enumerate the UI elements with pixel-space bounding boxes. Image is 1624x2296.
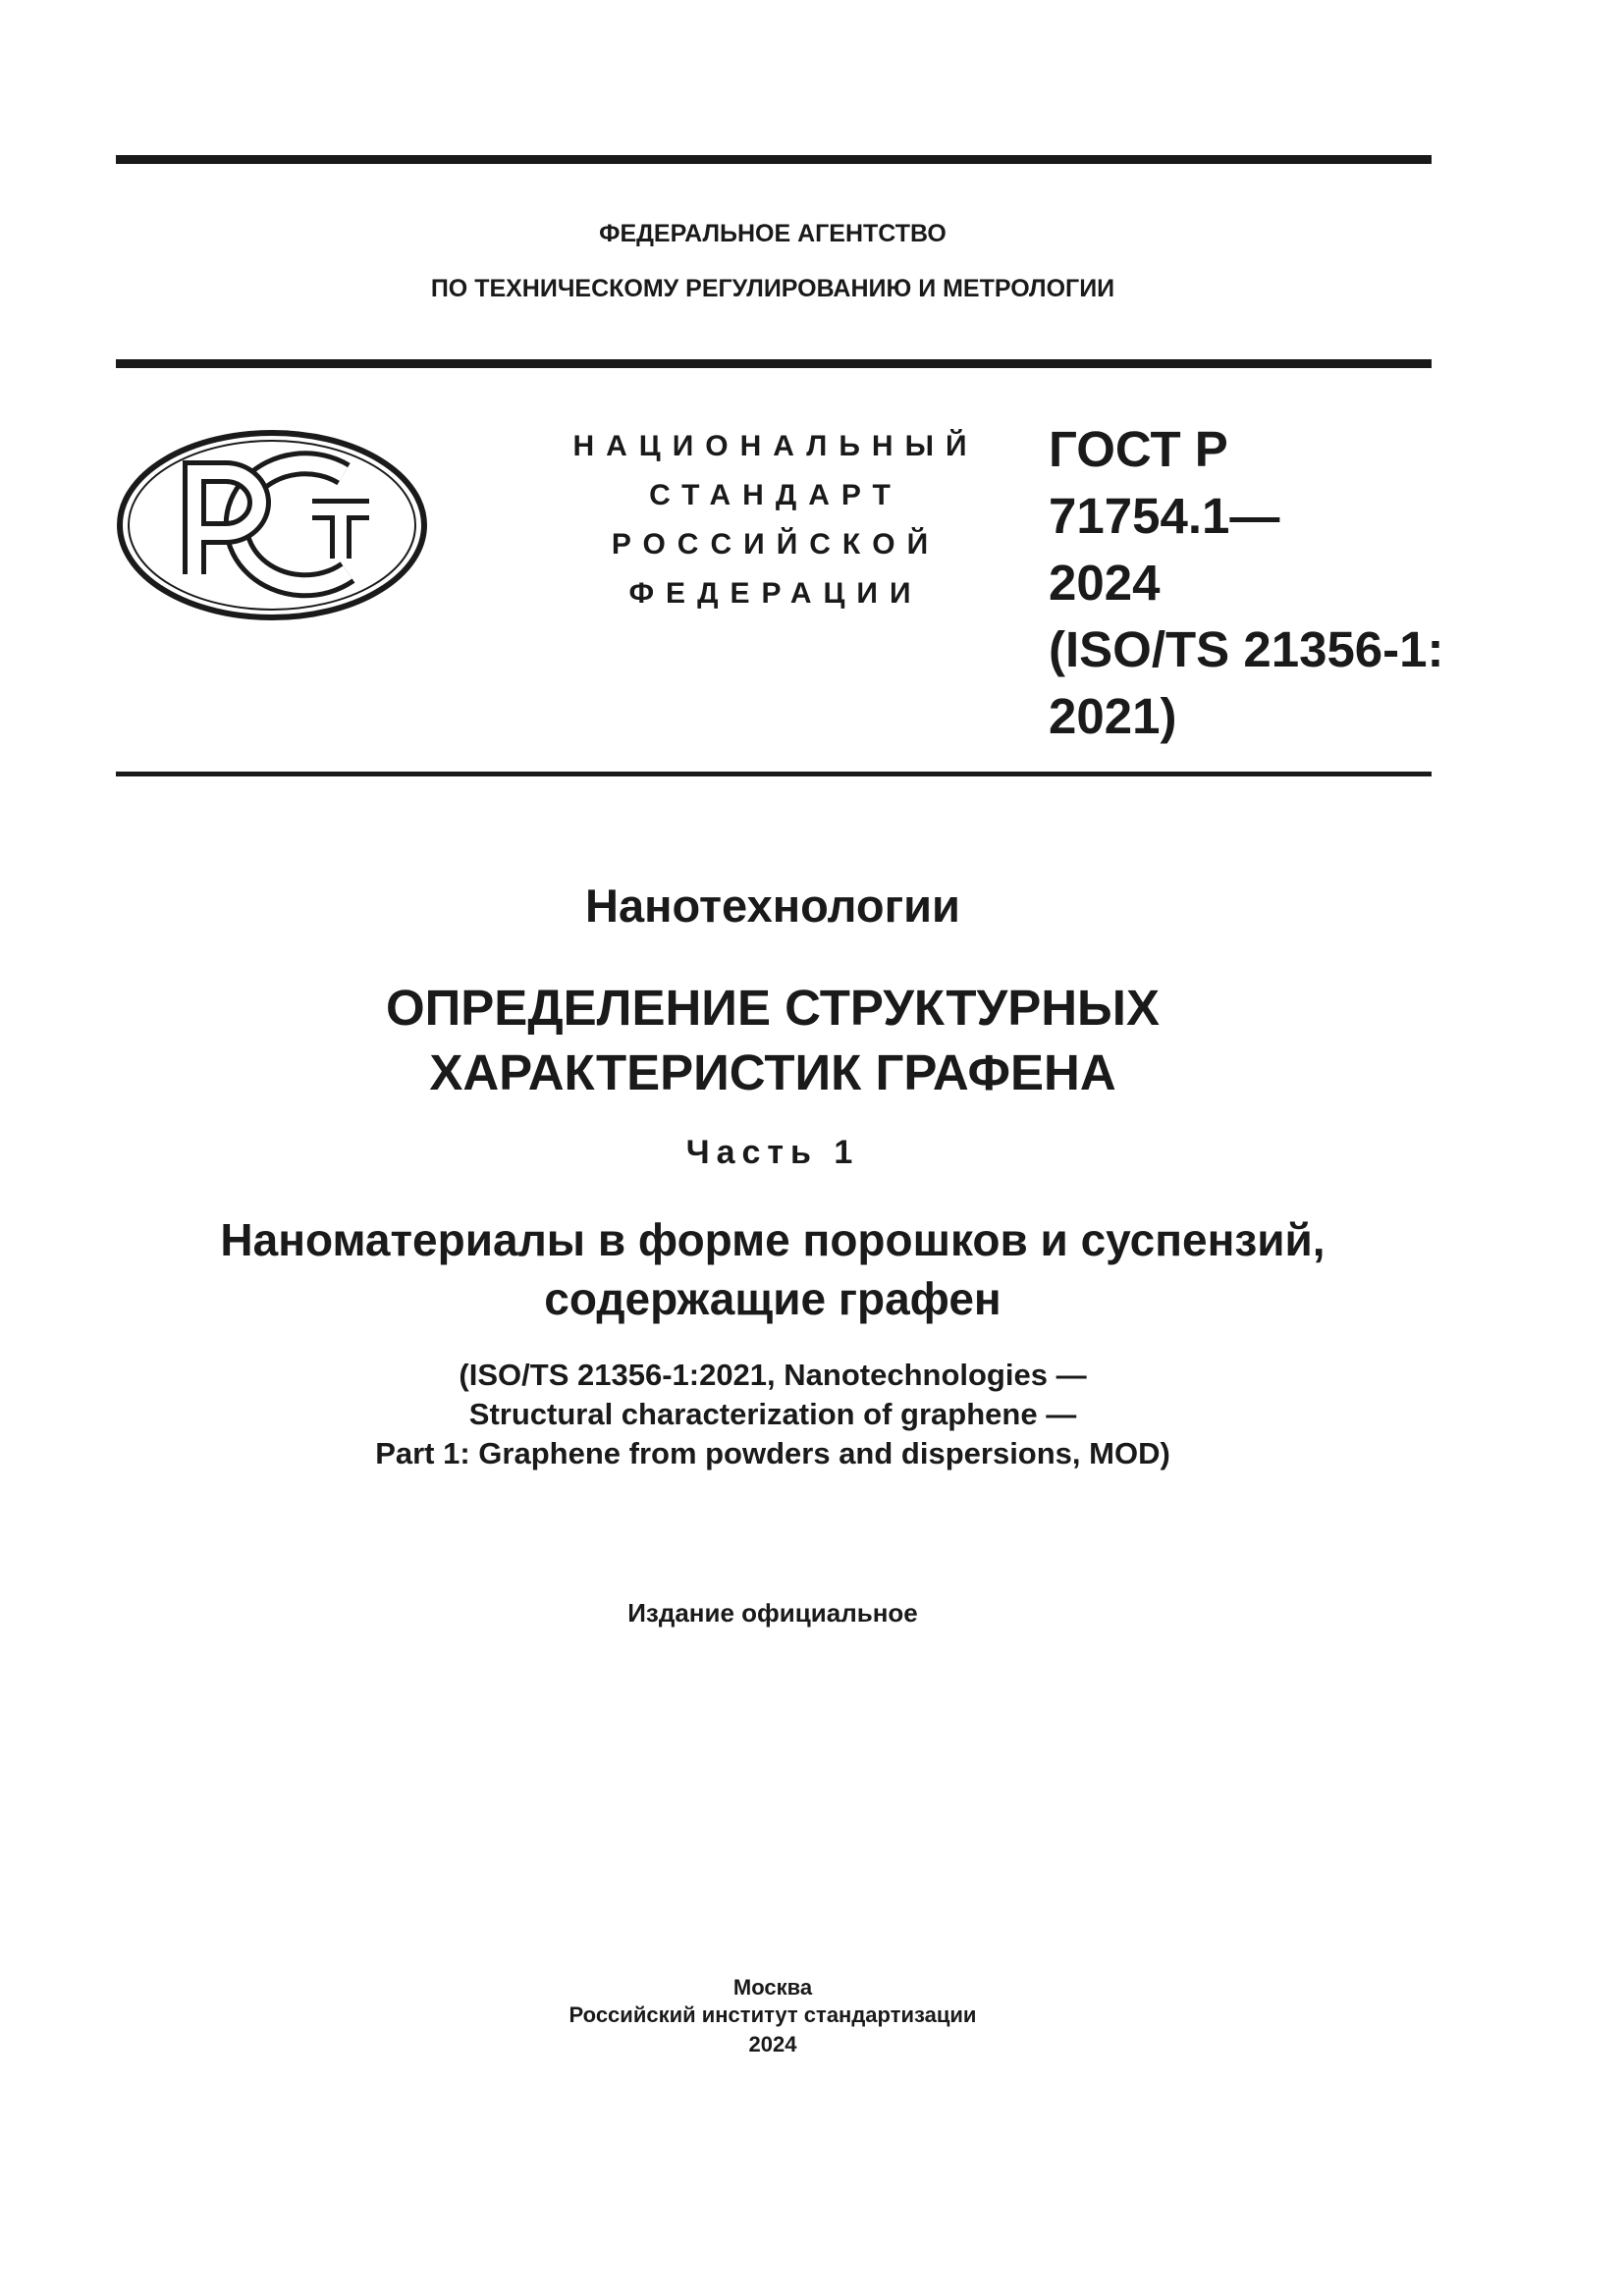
top-rule (116, 155, 1432, 164)
official-edition-label: Издание официальное (627, 1598, 918, 1628)
national-standard-line: СТАНДАРТ (649, 479, 902, 511)
agency-line-1: ФЕДЕРАЛЬНОЕ АГЕНТСТВО (599, 220, 947, 247)
iso-reference-line-1: (ISO/TS 21356-1:2021, Nanotechnologies — (459, 1358, 1087, 1392)
national-standard-line: НАЦИОНАЛЬНЫЙ (572, 430, 979, 462)
imprint-publisher: Российский институт стандартизации (568, 2002, 977, 2027)
main-title-line-2: ХАРАКТЕРИСТИК ГРАФЕНА (429, 1044, 1116, 1100)
imprint-year: 2024 (748, 2032, 797, 2056)
subtitle-line-2: содержащие графен (544, 1273, 1001, 1324)
rst-certification-mark-icon (116, 429, 428, 621)
agency-bottom-rule (116, 359, 1432, 368)
designation-line: 2021) (1049, 688, 1177, 744)
iso-reference-line-3: Part 1: Graphene from powders and dispersions, MOD) (375, 1436, 1170, 1470)
agency-line-2: ПО ТЕХНИЧЕСКОМУ РЕГУЛИРОВАНИЮ И МЕТРОЛОГИИ (430, 275, 1115, 302)
iso-reference-line-2: Structural characterization of graphene — (468, 1397, 1077, 1431)
subtitle-line-1: Наноматериалы в форме порошков и суспензий, (220, 1214, 1326, 1265)
part-label: Часть 1 (685, 1134, 860, 1171)
topic-heading: Нанотехнологии (585, 880, 960, 932)
national-standard-line: ФЕДЕРАЦИИ (628, 577, 923, 610)
header-bottom-rule (116, 772, 1432, 776)
national-standard-label (491, 422, 1060, 618)
designation-line: ГОСТ Р (1049, 421, 1228, 477)
national-standard-line: РОССИЙСКОЙ (611, 528, 941, 561)
designation-line: 2024 (1049, 555, 1161, 611)
designation-line: 71754.1— (1049, 488, 1280, 544)
imprint-city: Москва (732, 1975, 813, 2000)
designation-line: (ISO/TS 21356-1: (1049, 621, 1444, 677)
main-title-line-1: ОПРЕДЕЛЕНИЕ СТРУКТУРНЫХ (385, 980, 1161, 1036)
standard-designation (1049, 416, 1444, 750)
